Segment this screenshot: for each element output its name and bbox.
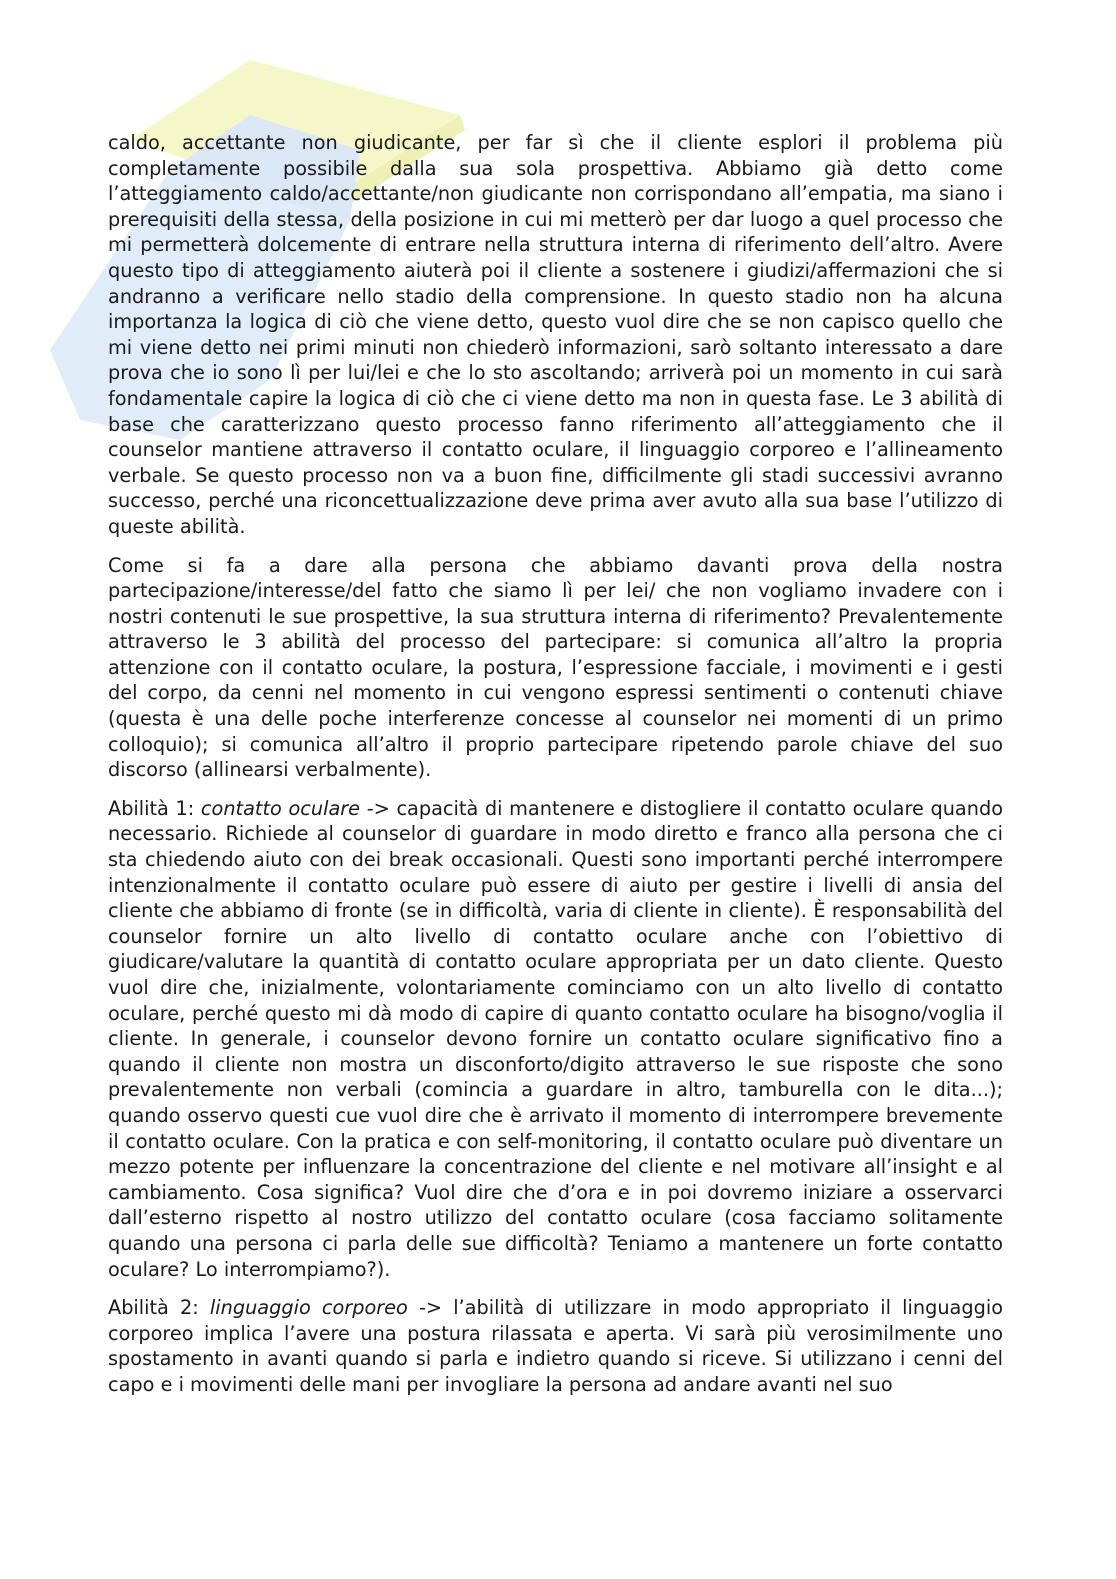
paragraph-term: contatto oculare xyxy=(200,796,361,820)
paragraph-ability-2 xyxy=(108,1295,1003,1397)
paragraph-text: -> l’abilità di utilizzare in modo appropriato il linguaggio corporeo implica l’avere una postura rilassata e aperta. Vi sarà più verosimilmente uno spostamento in avanti quando si parla e indietro quando si riceve. Si utilizzano i cenni del capo e i movimenti delle mani per invogliare la persona ad andare avanti nel suo xyxy=(108,1296,1003,1396)
paragraph-text: Come si fa a dare alla persona che abbiamo davanti prova della nostra partecipazione/interesse/del fatto che siamo lì per lei/ che non vogliamo invadere con i nostri contenuti le sue prospettive, la sua struttura interna di riferimento? Prevalentemente attraverso le 3 abilità del processo del partecipare: si comunica all’altro la propria attenzione con il contatto oculare, la postura, l’espressione facciale, i movimenti e i gesti del corpo, da cenni nel momento in cui vengono espressi sentimenti o contenuti chiave (questa è una delle poche interferenze concesse al counselor nei momenti di un primo colloquio); si comunica all’altro il proprio partecipare ripetendo parole chiave del suo discorso (allinearsi verbalmente). xyxy=(108,553,1003,782)
paragraph xyxy=(108,130,1003,540)
page-body xyxy=(108,130,1003,1411)
paragraph-lead: Abilità 1: xyxy=(108,796,201,820)
paragraph-ability-1 xyxy=(108,796,1003,1282)
paragraph-lead: Abilità 2: xyxy=(108,1296,210,1320)
paragraph xyxy=(108,553,1003,783)
paragraph-term: linguaggio corporeo xyxy=(209,1296,408,1320)
paragraph-text: caldo, accettante non giudicante, per far sì che il cliente esplori il problema più completamente possibile dalla sua sola prospettiva. Abbiamo già detto come l’atteggiamento caldo/accettante/non giudicante non corrispondano all’empatia, ma siano i prerequisiti della stessa, della posizione in cui mi metterò per dar luogo a quel processo che mi permetterà dolcemente di entrare nella struttura interna di riferimento dell’altro. Avere questo tipo di atteggiamento aiuterà poi il cliente a sostenere i giudizi/affermazioni che si andranno a verificare nello stadio della comprensione. In questo stadio non ha alcuna importanza la logica di ciò che viene detto, questo vuol dire che se non capisco quello che mi viene detto nei primi minuti non chiederò informazioni, sarò soltanto interessato a dare prova che io sono lì per lui/lei e che lo sto ascoltando; arriverà poi un momento in cui sarà fondamentale capire la logica di ciò che ci viene detto ma non in questa fase. Le 3 abilità di base che caratterizzano questo processo fanno riferimento all’atteggiamento che il counselor mantiene attraverso il contatto oculare, il linguaggio corporeo e l’allineamento verbale. Se questo processo non va a buon fine, difficilmente gli stadi successivi avranno successo, perché una riconcettualizzazione deve prima aver avuto alla sua base l’utilizzo di queste abilità. xyxy=(108,131,1003,538)
paragraph-text: -> capacità di mantenere e distogliere il contatto oculare quando necessario. Richiede al counselor di guardare in modo diretto e franco alla persona che ci sta chiedendo aiuto con dei break occasionali. Questi sono importanti perché interrompere intenzionalmente il contatto oculare può essere di aiuto per gestire i livelli di ansia del cliente che abbiamo di fronte (se in difficoltà, varia di cliente in cliente). È responsabilità del counselor fornire un alto livello di contatto oculare anche con l’obiettivo di giudicare/valutare la quantità di contatto oculare appropriata per un dato cliente. Questo vuol dire che, inizialmente, volontariamente cominciamo con un alto livello di contatto oculare, perché questo mi dà modo di capire di quanto contatto oculare ha bisogno/voglia il cliente. In generale, i counselor devono fornire un contatto oculare significativo fino a quando il cliente non mostra un disconforto/digito attraverso le sue risposte che sono prevalentemente non verbali (comincia a guardare in altro, tamburella con le dita...); quando osservo questi cue vuol dire che è arrivato il momento di interrompere brevemente il contatto oculare. Con la pratica e con self-monitoring, il contatto oculare può diventare un mezzo potente per influenzare la concentrazione del cliente e nel motivare all’insight e al cambiamento. Cosa significa? Vuol dire che d’ora e in poi dovremo iniziare a osservarci dall’esterno rispetto al nostro utilizzo del contatto oculare (cosa facciamo solitamente quando una persona ci parla delle sue difficoltà? Teniamo a mantenere un forte contatto oculare? Lo interrompiamo?). xyxy=(108,796,1004,1281)
